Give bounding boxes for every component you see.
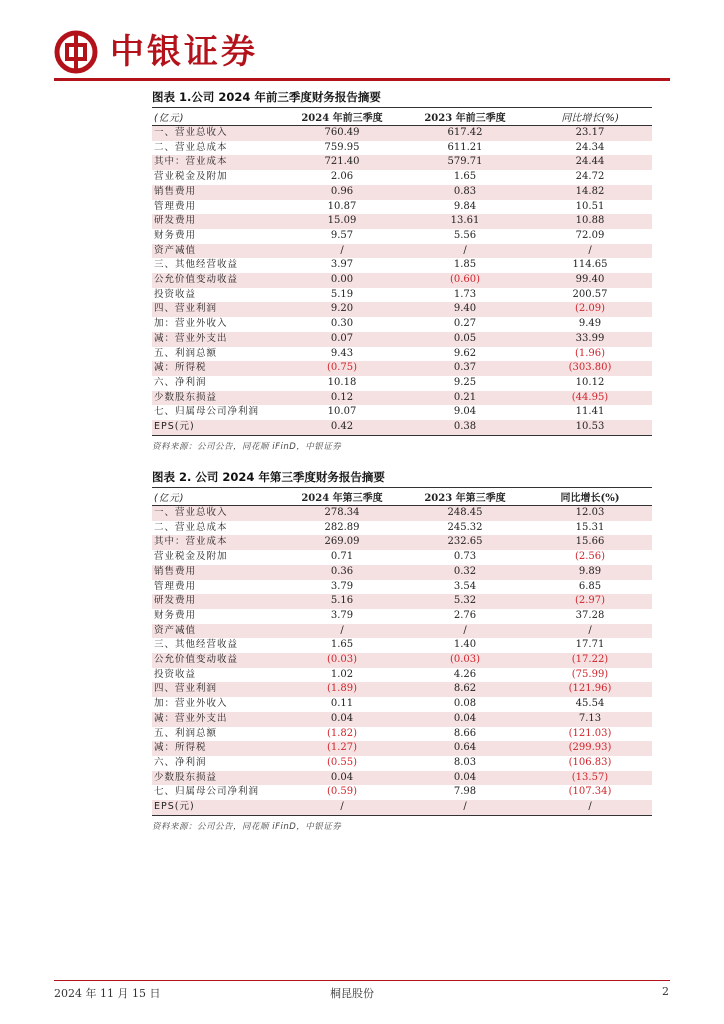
table-cell: 245.32 [447, 521, 483, 533]
table-cell: 9.04 [453, 406, 477, 418]
row-label: 六、净利润 [154, 756, 207, 768]
table-row [152, 317, 652, 332]
table-cell: 0.04 [402, 712, 528, 727]
table-row [152, 594, 652, 609]
row-label: 减：所得税 [152, 361, 282, 376]
table-cell: 15.66 [528, 535, 652, 550]
row-label: 减：所得税 [152, 741, 282, 756]
table-cell: 5.19 [330, 288, 354, 300]
table-cell: (1.96) [574, 347, 606, 359]
table-cell: 282.89 [324, 521, 360, 533]
column-header: 2023 年第三季度 [402, 488, 528, 506]
table-cell: / [402, 624, 528, 639]
table-cell: 2.76 [453, 609, 477, 621]
table-cell: 0.07 [282, 332, 402, 347]
table-row [152, 420, 652, 435]
table-row [152, 155, 652, 170]
table-1-block [152, 87, 652, 452]
table-cell: (0.03) [402, 653, 528, 668]
table-cell: / [402, 800, 528, 815]
table-row [152, 273, 652, 288]
row-label: 四、营业利润 [152, 302, 282, 317]
table-cell: 760.49 [282, 126, 402, 141]
row-label: EPS(元) [152, 800, 282, 815]
table-cell: 611.21 [447, 141, 483, 153]
row-label: 四、营业利润 [152, 682, 282, 697]
table-cell: (106.83) [568, 756, 612, 768]
table-cell: 15.31 [575, 521, 605, 533]
table-cell: 4.26 [453, 668, 477, 680]
table-cell: 24.72 [575, 171, 605, 183]
table-cell: 9.40 [402, 302, 528, 317]
table-cell: 0.00 [282, 273, 402, 288]
table-cell: 24.34 [575, 141, 605, 153]
table-cell: 0.27 [453, 318, 477, 330]
table-cell: 2.06 [330, 171, 354, 183]
table-cell: / [282, 800, 402, 815]
table-row [152, 141, 652, 156]
table-cell: 0.30 [330, 318, 354, 330]
table-1-header-row [152, 108, 652, 126]
row-label: 管理费用 [154, 200, 197, 212]
table-cell: / [528, 800, 652, 815]
table-cell: 269.09 [282, 535, 402, 550]
table-cell: 3.79 [330, 580, 354, 592]
table-cell: 10.53 [528, 420, 652, 435]
table-row [152, 712, 652, 727]
table-row [152, 756, 652, 771]
footer-date: 2024 年 11 月 15 日 [54, 987, 161, 1000]
row-label: 其中：营业成本 [152, 155, 282, 170]
table-cell: 37.28 [575, 609, 605, 621]
table-cell: 9.89 [528, 565, 652, 580]
column-header: 2024 年前三季度 [282, 108, 402, 126]
table-cell: (44.95) [528, 391, 652, 406]
table-cell: 45.54 [575, 698, 605, 710]
table-cell: 3.79 [330, 609, 354, 621]
table-cell: 8.66 [453, 727, 477, 739]
table-cell: 3.97 [330, 259, 354, 271]
table-cell: 0.37 [402, 361, 528, 376]
table-cell: 8.62 [402, 682, 528, 697]
table-cell: 99.40 [528, 273, 652, 288]
table-cell: 7.13 [528, 712, 652, 727]
table-cell: 24.44 [528, 155, 652, 170]
table-row [152, 288, 652, 303]
row-label: 财务费用 [154, 229, 197, 241]
table-2-source: 资料来源：公司公告，同花顺 iFinD，中银证券 [152, 821, 342, 832]
table-row [152, 126, 652, 141]
row-label: 一、营业总收入 [152, 126, 282, 141]
table-row [152, 185, 652, 200]
row-label: 二、营业总成本 [154, 521, 228, 533]
column-header: 同比增长(%) [528, 488, 652, 506]
table-cell: (0.75) [282, 361, 402, 376]
table-cell: 0.11 [330, 698, 354, 710]
table-cell: 9.57 [330, 229, 354, 241]
report-header [54, 30, 670, 78]
table-cell: 0.73 [453, 551, 477, 563]
brand-name: 中银证券 [110, 32, 258, 72]
page-number: 2 [662, 985, 669, 998]
table-row [152, 258, 652, 273]
table-row [152, 535, 652, 550]
table-cell: 248.45 [402, 506, 528, 521]
table-2-header-row [152, 488, 652, 506]
row-label: 财务费用 [154, 609, 197, 621]
table-row [152, 682, 652, 697]
table-row [152, 376, 652, 391]
table-cell: (0.03) [282, 653, 402, 668]
table-cell: 9.25 [453, 376, 477, 388]
table-cell: 5.16 [282, 594, 402, 609]
table-row [152, 405, 652, 420]
table-cell: 0.96 [282, 185, 402, 200]
table-cell: 0.21 [402, 391, 528, 406]
row-label: 公允价值变动收益 [152, 653, 282, 668]
table-cell: 278.34 [282, 506, 402, 521]
header-divider [54, 78, 670, 81]
table-cell: / [282, 244, 402, 259]
table-cell: (2.09) [528, 302, 652, 317]
table-row [152, 332, 652, 347]
table-2-title: 图表 2. 公司 2024 年第三季度财务报告摘要 [152, 467, 652, 488]
table-row [152, 580, 652, 595]
bank-of-china-logo-icon [54, 30, 98, 74]
row-label: 减：营业外支出 [152, 332, 282, 347]
row-label: 三、其他经营收益 [154, 259, 239, 271]
table-cell: 6.85 [578, 580, 602, 592]
row-label: 销售费用 [152, 185, 282, 200]
table-cell: 114.65 [572, 259, 608, 271]
table-cell: 10.87 [327, 200, 357, 212]
column-header: 2024 年第三季度 [282, 488, 402, 506]
table-cell: 5.32 [402, 594, 528, 609]
row-label: EPS(元) [152, 420, 282, 435]
table-cell: 10.51 [575, 200, 605, 212]
row-label: 少数股东损益 [152, 391, 282, 406]
table-row [152, 697, 652, 712]
row-label: 资产减值 [152, 624, 282, 639]
table-row [152, 506, 652, 521]
table-row [152, 200, 652, 215]
table-cell: 11.41 [575, 406, 605, 418]
row-label: 营业税金及附加 [154, 171, 228, 183]
table-row [152, 347, 652, 362]
table-row [152, 391, 652, 406]
table-cell: 10.88 [528, 214, 652, 229]
row-label: 三、其他经营收益 [154, 639, 239, 651]
table-row [152, 170, 652, 185]
table-cell: 1.40 [453, 639, 477, 651]
table-cell: 1.02 [330, 668, 354, 680]
table-row [152, 653, 652, 668]
row-label: 销售费用 [152, 565, 282, 580]
column-header: (亿元) [152, 108, 282, 126]
table-cell: 200.57 [572, 288, 608, 300]
table-cell: 0.38 [402, 420, 528, 435]
table-cell: 0.04 [282, 771, 402, 786]
table-cell: 9.62 [453, 347, 477, 359]
table-cell: (13.57) [528, 771, 652, 786]
row-label: 研发费用 [152, 214, 282, 229]
table-row [152, 244, 652, 259]
row-label: 少数股东损益 [152, 771, 282, 786]
table-cell: 10.07 [327, 406, 357, 418]
table-cell: (1.27) [282, 741, 402, 756]
table-cell: (1.89) [282, 682, 402, 697]
table-cell: 1.73 [453, 288, 477, 300]
table-cell: 0.05 [402, 332, 528, 347]
row-label: 一、营业总收入 [152, 506, 282, 521]
table-cell: 0.64 [402, 741, 528, 756]
row-label: 加：营业外收入 [154, 698, 228, 710]
table-cell: 14.82 [528, 185, 652, 200]
row-label: 六、净利润 [154, 376, 207, 388]
table-cell: 12.03 [528, 506, 652, 521]
footer-company: 桐昆股份 [330, 987, 374, 1000]
table-cell: 72.09 [575, 229, 605, 241]
table-row [152, 741, 652, 756]
row-label: 减：营业外支出 [152, 712, 282, 727]
table-row [152, 214, 652, 229]
table-cell: (121.96) [528, 682, 652, 697]
table-cell: 0.04 [402, 771, 528, 786]
table-cell: 9.20 [282, 302, 402, 317]
table-row [152, 771, 652, 786]
table-cell: / [282, 624, 402, 639]
table-cell: 0.83 [402, 185, 528, 200]
table-row [152, 521, 652, 536]
table-cell: (121.03) [568, 727, 612, 739]
table-cell: 721.40 [282, 155, 402, 170]
table-2-block [152, 467, 652, 832]
table-cell: (0.59) [326, 786, 358, 798]
table-cell: 17.71 [575, 639, 605, 651]
row-label: 研发费用 [152, 594, 282, 609]
row-label: 公允价值变动收益 [152, 273, 282, 288]
table-cell: 33.99 [528, 332, 652, 347]
table-row [152, 800, 652, 815]
table-row [152, 302, 652, 317]
table-cell: / [528, 244, 652, 259]
table-cell: 1.65 [330, 639, 354, 651]
table-cell: 579.71 [402, 155, 528, 170]
table-cell: 0.04 [282, 712, 402, 727]
table-cell: 759.95 [324, 141, 360, 153]
table-cell: (299.93) [528, 741, 652, 756]
table-cell: 1.85 [453, 259, 477, 271]
table-cell: 10.12 [575, 376, 605, 388]
table-1 [152, 108, 652, 436]
table-row [152, 565, 652, 580]
table-row [152, 624, 652, 639]
row-label: 加：营业外收入 [154, 318, 228, 330]
table-cell: 232.65 [402, 535, 528, 550]
table-cell: 3.54 [453, 580, 477, 592]
table-row [152, 229, 652, 244]
table-row [152, 727, 652, 742]
table-row [152, 550, 652, 565]
table-cell: 23.17 [528, 126, 652, 141]
table-cell: (107.34) [568, 786, 612, 798]
table-cell: 617.42 [402, 126, 528, 141]
table-cell: 9.49 [578, 318, 602, 330]
table-cell: 1.65 [453, 171, 477, 183]
column-header: (亿元) [152, 488, 282, 506]
table-row [152, 668, 652, 683]
row-label: 投资收益 [154, 668, 197, 680]
table-2-body [152, 506, 652, 816]
table-cell: 9.43 [330, 347, 354, 359]
table-cell: 5.56 [453, 229, 477, 241]
table-cell: 0.08 [453, 698, 477, 710]
row-label: 七、归属母公司净利润 [154, 786, 260, 798]
row-label: 五、利润总额 [154, 727, 218, 739]
row-label: 五、利润总额 [154, 347, 218, 359]
row-label: 二、营业总成本 [154, 141, 228, 153]
table-cell: 0.42 [282, 420, 402, 435]
table-cell: 9.84 [453, 200, 477, 212]
row-label: 七、归属母公司净利润 [154, 406, 260, 418]
table-cell: 10.18 [327, 376, 357, 388]
table-cell: 7.98 [453, 786, 477, 798]
table-2 [152, 488, 652, 816]
table-cell: (1.82) [326, 727, 358, 739]
table-row [152, 609, 652, 624]
row-label: 其中：营业成本 [152, 535, 282, 550]
table-cell: (303.80) [528, 361, 652, 376]
footer-divider [54, 980, 670, 981]
table-cell: (2.56) [574, 551, 606, 563]
table-cell: (0.55) [326, 756, 358, 768]
column-header: 2023 年前三季度 [402, 108, 528, 126]
table-cell: / [402, 244, 528, 259]
table-1-source: 资料来源：公司公告，同花顺 iFinD，中银证券 [152, 441, 342, 452]
row-label: 营业税金及附加 [154, 551, 228, 563]
table-cell: 0.12 [282, 391, 402, 406]
table-cell: (2.97) [528, 594, 652, 609]
row-label: 资产减值 [152, 244, 282, 259]
row-label: 投资收益 [154, 288, 197, 300]
table-cell: 13.61 [402, 214, 528, 229]
row-label: 管理费用 [154, 580, 197, 592]
table-cell: (0.60) [402, 273, 528, 288]
table-cell: (75.99) [571, 668, 609, 680]
table-1-body [152, 126, 652, 436]
table-cell: 15.09 [282, 214, 402, 229]
table-cell: 8.03 [453, 756, 477, 768]
table-cell: 0.71 [330, 551, 354, 563]
table-cell: 0.32 [402, 565, 528, 580]
column-header: 同比增长(%) [528, 108, 652, 126]
table-cell: (17.22) [528, 653, 652, 668]
table-1-title: 图表 1.公司 2024 年前三季度财务报告摘要 [152, 87, 652, 108]
table-row [152, 638, 652, 653]
table-row [152, 361, 652, 376]
table-row [152, 785, 652, 800]
table-cell: 0.36 [282, 565, 402, 580]
table-cell: / [528, 624, 652, 639]
